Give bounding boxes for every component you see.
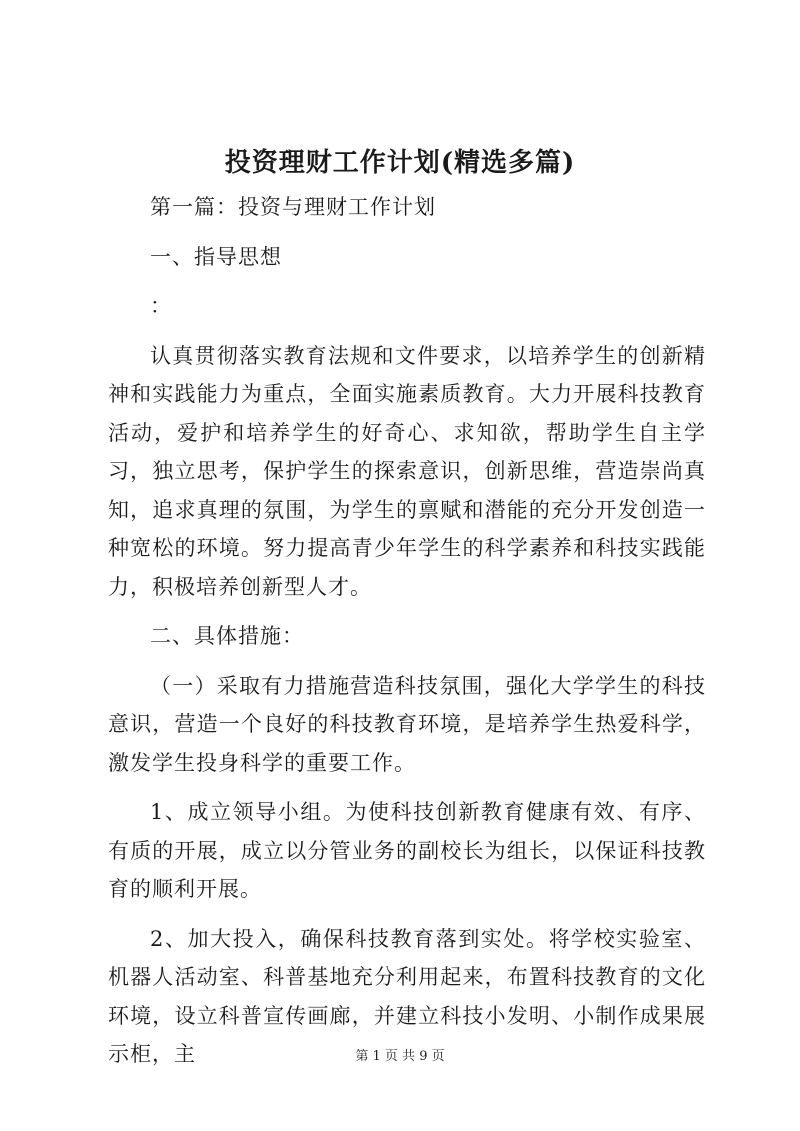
subsection-heading: 一、指导思想 [150,244,282,269]
page-number-footer: 第 1 页 共 9 页 [355,1049,445,1064]
document-title: 投资理财工作计划(精选多篇) [224,148,576,178]
document-body [108,188,706,1074]
section-heading: 第一篇：投资与理财工作计划 [150,195,436,219]
body-paragraph: 认真贯彻落实教育法规和文件要求，以培养学生的创新精神和实践能力为重点，全面实施素质教育。大力开展科技教育活动，爱护和培养学生的好奇心、求知欲，帮助学生自主学习，独立思考，保护学生的探索意识，创新思维，营造崇尚真知，追求真理的氛围，为学生的禀赋和潜能的充分开发创造一种宽松的环境。努力提高青少年学生的科学素养和科技实践能力，积极培养创新型人才。 [108,343,706,599]
colon-line: ： [150,294,172,318]
body-paragraph: 1、成立领导小组。为使科技创新教育健康有效、有序、有质的开展，成立以分管业务的副校长为组长，以保证科技教育的顺利开展。 [108,800,706,901]
subsection-heading: 二、具体措施： [150,624,304,648]
body-paragraph: （一）采取有力措施营造科技氛围，强化大学学生的科技意识，营造一个良好的科技教育环境，是培养学生热爱科学，激发学生投身科学的重要工作。 [108,673,706,775]
body-paragraph: 2、加大投入，确保科技教育落到实处。将学校实验室、机器人活动室、科普基地充分利用起来，布置科技教育的文化环境，设立科普宣传画廊，并建立科技小发明、小制作成果展示柜，主 [108,926,706,1066]
